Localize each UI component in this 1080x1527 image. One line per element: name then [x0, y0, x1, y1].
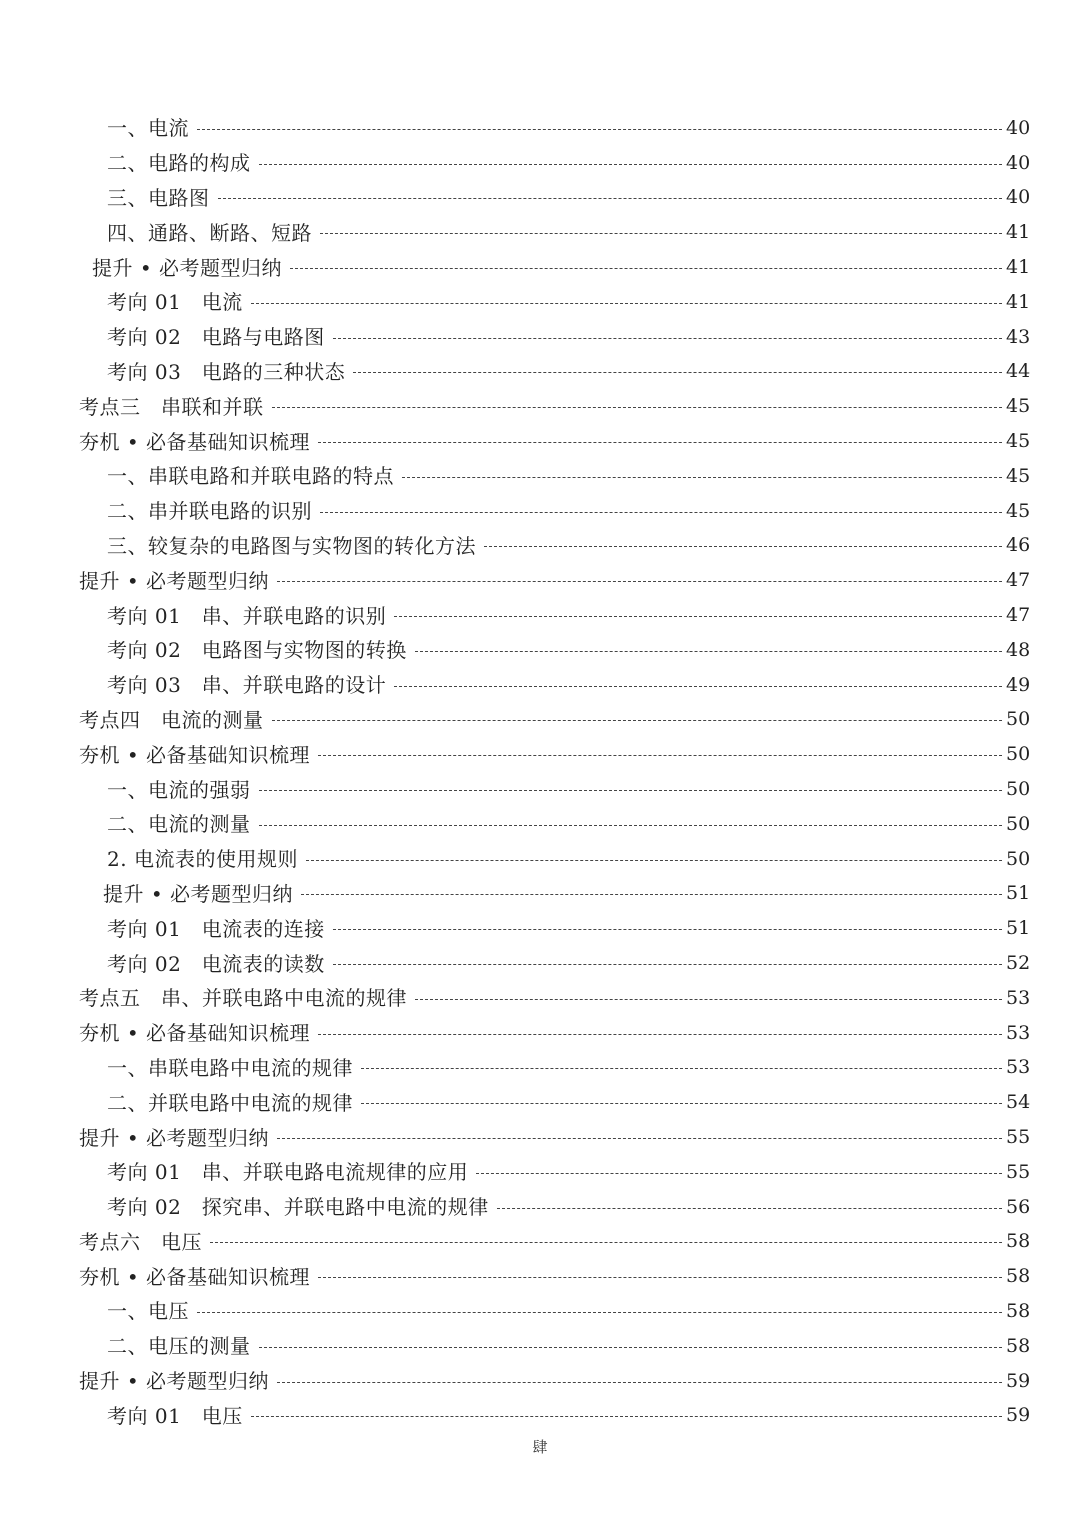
toc-entry-title: 一、电流: [107, 116, 189, 141]
toc-leader-line: [402, 477, 1002, 478]
toc-entry[interactable]: [0, 668, 1080, 703]
toc-entry-page-number: 56: [1006, 1195, 1031, 1218]
toc-entry-title: 一、电压: [107, 1299, 189, 1324]
toc-entry-page-number: 44: [1006, 360, 1031, 383]
toc-entry[interactable]: [0, 1016, 1080, 1051]
toc-entry[interactable]: [0, 1364, 1080, 1399]
toc-leader-line: [333, 338, 1002, 339]
toc-entry[interactable]: [0, 807, 1080, 842]
toc-leader-line: [277, 581, 1002, 582]
toc-leader-line: [259, 164, 1003, 165]
toc-entry[interactable]: [0, 1085, 1080, 1120]
toc-entry-page-number: 48: [1006, 638, 1031, 661]
toc-entry-page-number: 51: [1006, 882, 1031, 905]
toc-entry-title: 考向 02 电路与电路图: [107, 325, 325, 350]
toc-entry-title: 考向 03 串、并联电路的设计: [107, 673, 387, 698]
toc-leader-line: [394, 616, 1002, 617]
toc-leader-line: [318, 755, 1002, 756]
toc-leader-line: [259, 790, 1003, 791]
toc-entry-title: 考点三 串联和并联: [79, 394, 264, 419]
toc-entry-page-number: 40: [1006, 151, 1031, 174]
toc-entry[interactable]: [0, 424, 1080, 459]
toc-entry[interactable]: [0, 981, 1080, 1016]
toc-entry[interactable]: [0, 703, 1080, 738]
toc-leader-line: [251, 1416, 1002, 1417]
toc-entry[interactable]: [0, 598, 1080, 633]
toc-entry-title: 考点四 电流的测量: [79, 707, 264, 732]
toc-entry[interactable]: [0, 285, 1080, 320]
toc-entry-title: 考向 01 电流: [107, 290, 243, 315]
toc-entry[interactable]: [0, 563, 1080, 598]
toc-leader-line: [218, 198, 1003, 199]
toc-entry-page-number: 47: [1006, 604, 1031, 627]
toc-entry-title: 一、电流的强弱: [107, 777, 251, 802]
toc-leader-line: [333, 929, 1002, 930]
toc-entry[interactable]: [0, 1329, 1080, 1364]
toc-entry[interactable]: [0, 355, 1080, 390]
toc-entry[interactable]: [0, 1225, 1080, 1260]
toc-leader-line: [318, 442, 1002, 443]
toc-leader-line: [415, 999, 1002, 1000]
toc-entry-page-number: 50: [1006, 778, 1031, 801]
toc-entry-title: 提升 • 必考题型归纳: [103, 881, 294, 906]
toc-leader-line: [415, 651, 1002, 652]
toc-entry[interactable]: [0, 146, 1080, 181]
toc-entry-title: 夯机 • 必备基础知识梳理: [79, 742, 311, 767]
toc-entry-title: 三、较复杂的电路图与实物图的转化方法: [107, 533, 476, 558]
toc-entry-page-number: 41: [1006, 221, 1031, 244]
toc-leader-line: [306, 860, 1002, 861]
toc-leader-line: [320, 233, 1002, 234]
toc-entry-page-number: 59: [1006, 1404, 1031, 1427]
toc-entry-page-number: 50: [1006, 847, 1031, 870]
toc-leader-line: [301, 894, 1002, 895]
toc-entry-title: 二、电压的测量: [107, 1334, 251, 1359]
toc-entry[interactable]: [0, 1294, 1080, 1329]
toc-entry-page-number: 59: [1006, 1369, 1031, 1392]
toc-entry[interactable]: [0, 877, 1080, 912]
toc-entry[interactable]: [0, 1259, 1080, 1294]
toc-leader-line: [476, 1173, 1002, 1174]
toc-entry-page-number: 58: [1006, 1230, 1031, 1253]
toc-entry-title: 考点五 串、并联电路中电流的规律: [79, 986, 407, 1011]
toc-entry-page-number: 50: [1006, 743, 1031, 766]
toc-entry[interactable]: [0, 459, 1080, 494]
toc-entry-page-number: 50: [1006, 708, 1031, 731]
toc-leader-line: [259, 1347, 1003, 1348]
toc-entry-title: 二、电流的测量: [107, 812, 251, 837]
toc-entry-title: 考向 01 电压: [107, 1403, 243, 1428]
page-number: 肆: [532, 1438, 548, 1456]
toc-leader-line: [210, 1242, 1002, 1243]
toc-entry[interactable]: [0, 946, 1080, 981]
toc-leader-line: [277, 1138, 1002, 1139]
toc-entry[interactable]: [0, 111, 1080, 146]
toc-entry-page-number: 43: [1006, 325, 1031, 348]
toc-entry[interactable]: [0, 389, 1080, 424]
toc-entry-title: 二、并联电路中电流的规律: [107, 1090, 353, 1115]
toc-leader-line: [272, 407, 1003, 408]
toc-entry-title: 三、电路图: [107, 185, 210, 210]
toc-entry-title: 考向 01 串、并联电路的识别: [107, 603, 387, 628]
toc-leader-line: [353, 372, 1002, 373]
toc-entry-title: 考向 02 电流表的读数: [107, 951, 325, 976]
toc-entry-title: 考向 01 电流表的连接: [107, 916, 325, 941]
toc-entry-page-number: 58: [1006, 1299, 1031, 1322]
toc-leader-line: [251, 303, 1002, 304]
toc-entry-title: 考向 02 电路图与实物图的转换: [107, 638, 407, 663]
toc-entry[interactable]: [0, 1398, 1080, 1433]
toc-entry-title: 二、电路的构成: [107, 151, 251, 176]
toc-entry-title: 考向 01 串、并联电路电流规律的应用: [107, 1160, 469, 1185]
toc-entry[interactable]: [0, 633, 1080, 668]
toc-leader-line: [318, 1034, 1002, 1035]
toc-leader-line: [320, 512, 1002, 513]
toc-entry-title: 夯机 • 必备基础知识梳理: [79, 1021, 311, 1046]
toc-entry-page-number: 50: [1006, 812, 1031, 835]
toc-entry-title: 提升 • 必考题型归纳: [92, 255, 283, 280]
toc-entry-title: 一、串联电路和并联电路的特点: [107, 464, 394, 489]
toc-leader-line: [272, 720, 1003, 721]
toc-entry-page-number: 54: [1006, 1091, 1031, 1114]
toc-entry[interactable]: [0, 842, 1080, 877]
toc-leader-line: [290, 268, 1002, 269]
toc-entry-page-number: 49: [1006, 673, 1031, 696]
toc-leader-line: [259, 825, 1003, 826]
toc-entry-title: 夯机 • 必备基础知识梳理: [79, 429, 311, 454]
toc-entry[interactable]: [0, 1155, 1080, 1190]
toc-entry[interactable]: [0, 911, 1080, 946]
toc-leader-line: [484, 546, 1002, 547]
toc-entry-page-number: 46: [1006, 534, 1031, 557]
toc-entry-title: 一、串联电路中电流的规律: [107, 1055, 353, 1080]
toc-entry-title: 二、串并联电路的识别: [107, 499, 312, 524]
toc-entry-page-number: 40: [1006, 116, 1031, 139]
toc-entry-page-number: 41: [1006, 290, 1031, 313]
toc-leader-line: [497, 1208, 1002, 1209]
toc-entry[interactable]: [0, 1190, 1080, 1225]
toc-entry-page-number: 45: [1006, 395, 1031, 418]
toc-entry[interactable]: [0, 737, 1080, 772]
toc-entry-page-number: 58: [1006, 1265, 1031, 1288]
toc-entry[interactable]: [0, 529, 1080, 564]
toc-entry-title: 2. 电流表的使用规则: [107, 847, 298, 872]
toc-entry[interactable]: [0, 1120, 1080, 1155]
toc-entry-page-number: 51: [1006, 917, 1031, 940]
toc-entry[interactable]: [0, 215, 1080, 250]
toc-entry-title: 四、通路、断路、短路: [107, 220, 312, 245]
toc-leader-line: [361, 1103, 1002, 1104]
toc-entry[interactable]: [0, 250, 1080, 285]
toc-entry-title: 考向 03 电路的三种状态: [107, 359, 346, 384]
toc-entry-page-number: 40: [1006, 186, 1031, 209]
toc-entry-title: 提升 • 必考题型归纳: [79, 1369, 270, 1394]
toc-entry-page-number: 45: [1006, 430, 1031, 453]
toc-entry-page-number: 58: [1006, 1334, 1031, 1357]
toc-leader-line: [197, 1312, 1002, 1313]
toc-entry-page-number: 52: [1006, 952, 1031, 975]
toc-leader-line: [394, 686, 1002, 687]
toc-leader-line: [361, 1068, 1002, 1069]
toc-entry-title: 考点六 电压: [79, 1229, 202, 1254]
toc-leader-line: [318, 1277, 1002, 1278]
toc-leader-line: [333, 964, 1002, 965]
toc-entry-page-number: 47: [1006, 569, 1031, 592]
toc-entry-page-number: 41: [1006, 256, 1031, 279]
toc-entry[interactable]: [0, 320, 1080, 355]
toc-entry-page-number: 53: [1006, 1056, 1031, 1079]
toc-leader-line: [277, 1382, 1002, 1383]
toc-entry-title: 考向 02 探究串、并联电路中电流的规律: [107, 1195, 489, 1220]
toc-entry-page-number: 45: [1006, 499, 1031, 522]
toc-entry-title: 提升 • 必考题型归纳: [79, 1125, 270, 1150]
table-of-contents: [0, 111, 1080, 1433]
toc-entry[interactable]: [0, 772, 1080, 807]
toc-entry-page-number: 53: [1006, 986, 1031, 1009]
toc-entry-page-number: 55: [1006, 1160, 1031, 1183]
toc-entry-page-number: 55: [1006, 1126, 1031, 1148]
toc-leader-line: [197, 129, 1002, 130]
toc-entry[interactable]: [0, 494, 1080, 529]
toc-entry-title: 提升 • 必考题型归纳: [79, 568, 270, 593]
toc-entry[interactable]: [0, 181, 1080, 216]
toc-entry[interactable]: [0, 1051, 1080, 1086]
toc-entry-title: 夯机 • 必备基础知识梳理: [79, 1264, 311, 1289]
toc-entry-page-number: 45: [1006, 464, 1031, 487]
toc-entry-page-number: 53: [1006, 1021, 1031, 1044]
